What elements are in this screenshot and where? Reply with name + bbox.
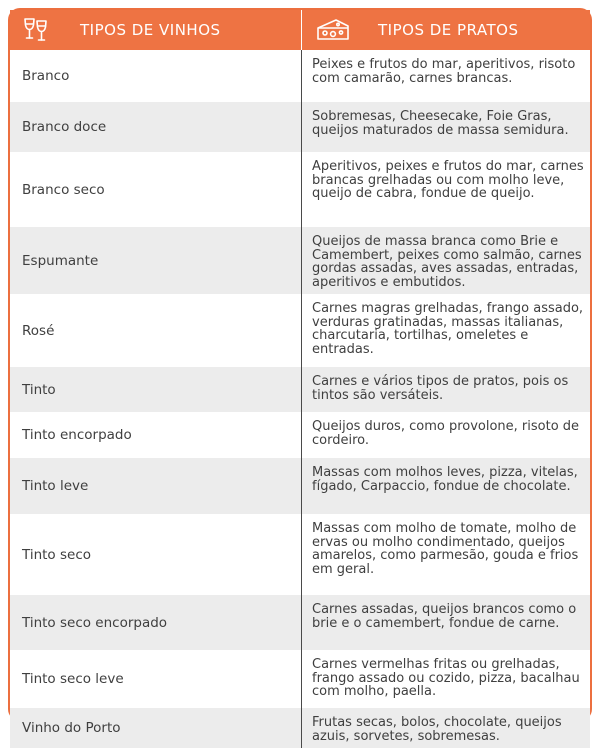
wine-cell: Tinto seco encorpado [22, 614, 168, 631]
cheese-icon [316, 17, 350, 43]
table-row [10, 514, 590, 595]
header-dishes [301, 10, 590, 50]
wine-cell: Tinto seco leve [22, 671, 124, 687]
dishes-cell: Peixes e frutos do mar, aperitivos, risoto com camarão, carnes brancas. [301, 50, 590, 102]
wine-cell: Tinto leve [22, 478, 89, 494]
table-row [10, 294, 590, 367]
wine-cell: Tinto [22, 381, 56, 398]
dishes-cell: Frutas secas, bolos, chocolate, queijos azuis, sorvetes, sobremesas. [301, 708, 590, 748]
dishes-cell: Carnes e vários tipos de pratos, pois os tintos são versáteis. [301, 367, 590, 412]
dishes-cell: Sobremesas, Cheesecake, Foie Gras, queijos maturados de massa semidura. [301, 102, 590, 152]
table-row [10, 708, 590, 748]
wine-cell: Rosé [22, 322, 55, 339]
table-row [10, 102, 590, 152]
table-row [10, 367, 590, 412]
dishes-cell: Carnes assadas, queijos brancos como o brie e o camembert, fondue de carne. [301, 595, 590, 650]
table-row [10, 50, 590, 102]
wine-cell: Tinto seco [22, 546, 92, 563]
header-wines [10, 10, 301, 50]
wine-cell: Espumante [22, 252, 99, 269]
wine-cell: Vinho do Porto [22, 720, 121, 736]
table-row [10, 412, 590, 458]
dishes-cell: Aperitivos, peixes e frutos do mar, carnes brancas grelhadas ou com molho leve, queijo de cabra, fondue de queijo. [301, 152, 590, 227]
dishes-cell: Queijos de massa branca como Brie e Camembert, peixes como salmão, carnes gordas assadas, aves assadas, entradas, aperitivos e embutidos. [301, 227, 590, 294]
dishes-cell: Queijos duros, como provolone, risoto de cordeiro. [301, 412, 590, 458]
dishes-cell: Carnes vermelhas fritas ou grelhadas, frango assado ou cozido, pizza, bacalhau com molho, paella. [301, 650, 590, 708]
table-row [10, 227, 590, 294]
wine-cell: Tinto encorpado [22, 427, 132, 443]
table-row [10, 152, 590, 227]
dishes-cell: Massas com molho de tomate, molho de ervas ou molho condimentado, queijos amarelos, como parmesão, gouda e frios em geral. [301, 514, 590, 595]
table-row [10, 650, 590, 708]
dishes-cell: Massas com molhos leves, pizza, vitelas, fígado, Carpaccio, fondue de chocolate. [301, 458, 590, 514]
wine-cell: Branco seco [22, 181, 105, 198]
dishes-cell: Carnes magras grelhadas, frango assado, verduras gratinadas, massas italianas, charcutaria, tortilhas, omeletes e entradas. [301, 294, 590, 367]
wine-cell: Branco doce [22, 119, 107, 135]
table-header [10, 10, 590, 50]
table-row [10, 458, 590, 514]
wine-cell: Branco [22, 68, 70, 84]
pairing-table [8, 8, 592, 744]
table-body [10, 50, 590, 748]
table-row [10, 595, 590, 650]
header-wines-label: TIPOS DE VINHOS [80, 21, 221, 39]
header-dishes-label: TIPOS DE PRATOS [378, 21, 519, 39]
wine-glasses-icon [22, 16, 50, 44]
